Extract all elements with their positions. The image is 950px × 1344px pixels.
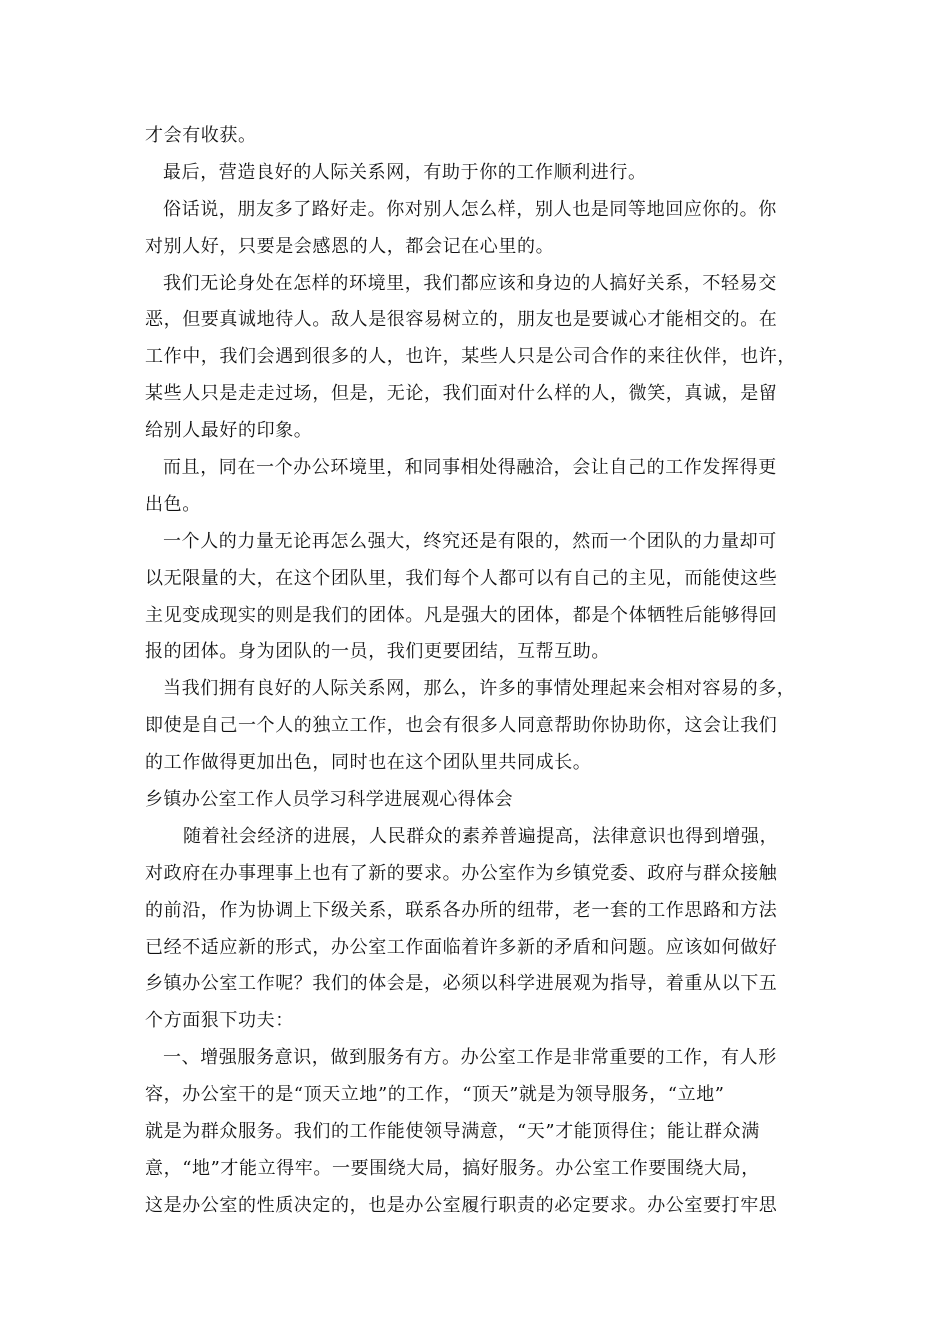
text-line: 某些人只是走走过场，但是，无论，我们面对什么样的人，微笑，真诚，是留 — [145, 383, 778, 405]
text-line: 一个人的力量无论再怎么强大，终究还是有限的，然而一个团队的力量却可 — [163, 530, 777, 552]
text-line: 以无限量的大，在这个团队里，我们每个人都可以有自己的主见，而能使这些 — [145, 567, 778, 589]
text-line: 恶，但要真诚地待人。敌人是很容易树立的，朋友也是要诚心才能相交的。在 — [145, 309, 778, 331]
text-line: 主见变成现实的则是我们的团体。凡是强大的团体，都是个体牺牲后能够得回 — [145, 604, 778, 626]
text-line: 对别人好，只要是会感恩的人，都会记在心里的。 — [145, 235, 555, 257]
text-line: 这是办公室的性质决定的，也是办公室履行职责的必定要求。办公室要打牢思 — [145, 1194, 778, 1216]
text-line: 而且，同在一个办公环境里，和同事相处得融洽，会让自己的工作发挥得更 — [163, 457, 777, 479]
document-body — [145, 118, 825, 1225]
text-line: 当我们拥有良好的人际关系网，那么，许多的事情处理起来会相对容易的多， — [163, 678, 796, 700]
text-line: 个方面狠下功夫： — [145, 1010, 294, 1032]
text-line: 俗话说，朋友多了路好走。你对别人怎么样，别人也是同等地回应你的。你 — [163, 198, 777, 220]
text-line: 容，办公室干的是“顶天立地”的工作，“顶天”就是为领导服务，“立地” — [145, 1084, 725, 1106]
text-line: 最后，营造良好的人际关系网，有助于你的工作顺利进行。 — [163, 161, 647, 183]
text-line: 就是为群众服务。我们的工作能使领导满意，“天”才能顶得住；能让群众满 — [145, 1121, 760, 1143]
text-line: 的工作做得更加出色，同时也在这个团队里共同成长。 — [145, 752, 592, 774]
text-line: 一、增强服务意识，做到服务有方。办公室工作是非常重要的工作，有人形 — [163, 1047, 777, 1069]
text-line: 对政府在办事理事上也有了新的要求。办公室作为乡镇党委、政府与群众接触 — [145, 862, 778, 884]
text-line: 报的团体。身为团队的一员，我们更要团结，互帮互助。 — [145, 641, 610, 663]
text-line: 意，“地”才能立得牢。一要围绕大局，搞好服务。办公室工作要围绕大局， — [145, 1157, 760, 1179]
text-line: 随着社会经济的进展，人民群众的素养普遍提高，法律意识也得到增强， — [183, 825, 779, 847]
text-line: 出色。 — [145, 493, 201, 515]
text-line: 才会有收获。 — [145, 125, 257, 146]
text-line: 我们无论身处在怎样的环境里，我们都应该和身边的人搞好关系，不轻易交 — [163, 272, 777, 294]
section-heading: 乡镇办公室工作人员学习科学进展观心得体会 — [145, 789, 513, 811]
text-line: 的前沿，作为协调上下级关系，联系各办所的纽带，老一套的工作思路和方法 — [145, 899, 778, 921]
text-line: 乡镇办公室工作呢？我们的体会是，必须以科学进展观为指导，着重从以下五 — [145, 973, 778, 995]
text-line: 即使是自己一个人的独立工作，也会有很多人同意帮助你协助你，这会让我们 — [145, 715, 778, 737]
text-line: 工作中，我们会遇到很多的人，也许，某些人只是公司合作的来往伙伴，也许， — [145, 346, 796, 368]
text-line: 已经不适应新的形式，办公室工作面临着许多新的矛盾和问题。应该如何做好 — [145, 936, 778, 958]
text-line: 给别人最好的印象。 — [145, 420, 313, 442]
